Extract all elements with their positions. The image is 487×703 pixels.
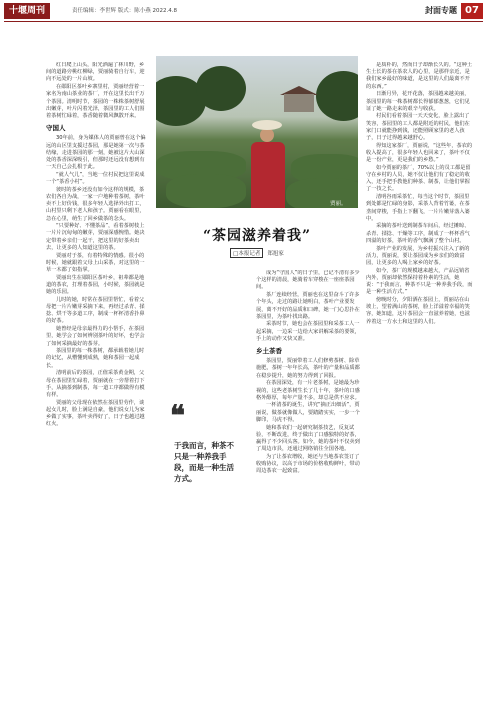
paragraph: “只要种好、不懂茶品”，看着茶树枝上一片片沉甸甸的嫩芽，贾丽深感惋惜。她决定带着乡亲们一起干，把这里的好茶卖出去，让更多的人知道这里的茶。: [46, 223, 145, 251]
photo-caption: 贾丽。: [330, 201, 347, 207]
editor-meta: 责任编辑：李世辉 版式：陈小燕 2022.4.8: [72, 8, 177, 14]
quote-mark-icon: ❝: [170, 399, 186, 432]
tree-shape: [316, 71, 358, 121]
paragraph: 儿时的她，时常在茶园里帮忙，看着父母把一片片嫩芽采摘下来，再经过杀青、揉捻、烘干等多道工序，制成一杯杯清香扑鼻的好茶。: [46, 296, 145, 325]
article-photo: [156, 56, 358, 208]
paragraph: 得知这家茶厂，贾丽说，“这些年，茶农的收入提高了，很多年轻人也回来了，茶叶不仅是一份产业，更是我们的乡愁。”: [366, 142, 473, 164]
paragraph: 茶园里的每一株茶树，都承载着她儿时的记忆，从懵懂到成熟，她和茶园一起成长。: [46, 348, 145, 369]
paragraph: 贾丽的父母现在依然在茶园里劳作，谈起女儿时，脸上满是自豪，他们说女儿为家乡做了实事，茶叶卖得好了，日子也越过越红火。: [46, 399, 145, 428]
paragraph: “就人气儿”，当地一位村民把这里说成一个“茶香小村”。: [46, 171, 145, 186]
pull-quote-text: 于我而言，种茶不只是一种养我手段，而是一种生活方式。: [174, 441, 234, 483]
paragraph: 茶厂连续经营，贾丽也在这里奋斗了许多个年头，走过的路让她明白，茶叶产业要发展，离不开好的品质和口碑，她一门心思扑在茶园里，为茶叶找出路。: [256, 292, 360, 320]
figure-hat: [252, 120, 282, 130]
paragraph: 采摘的茶叶送到制茶车间后，经过摊晾、杀青、揉捻、干燥等工序，制成了一杯杯香气四溢的好茶，茶叶的香气飘满了整个山村。: [366, 223, 470, 244]
house-shape: [284, 94, 314, 112]
tea-bush: [286, 178, 358, 208]
paragraph: 为了让茶农增收，她还与当地茶农签订了收购协议，以高于市场的价格收购鲜叶，带动周边茶农一起致富。: [256, 453, 360, 475]
paragraph: 贾丽对于茶，有着特殊的情感。很小的时候，她就跟着父母上山采茶，对这里的一草一木都了如指掌。: [46, 252, 145, 273]
paragraph: 在茶园深处，有一片老茶树，是她最为珍视的，这些老茶树生长了几十年，茶叶的口感格外醇厚，每年产量不多，却总是供不应求。: [256, 380, 360, 401]
paragraph: 茶叶产业的发展，为乡村振兴注入了新的活力，贾丽说，要让茶园成为乡亲们的致富园，让更多的人喝上家乡的好茶。: [366, 245, 470, 266]
paragraph: 日渐月异，花开花落，茶园越来越美丽，茶园里的每一株茶树都长得郁郁葱葱，它们见证了她一路走来的艰辛与收获。: [366, 91, 470, 112]
tea-bush: [166, 174, 246, 208]
paragraph: 红日爬上山头，阳光洒遍了林川野，乡间的道路旁桃红柳绿，贾丽骑着自行车，迎向不远处的一片山坡。: [46, 62, 145, 83]
paragraph: 贾丽出生在郧阳区茶叶乡，祖辈都是地道的茶农，打理着茶园，小时候，茶园就是她的乐园。: [46, 274, 145, 296]
paragraph: 一杯清茶的诞生，讲究“摘正出细活”，贾丽说，做茶就像做人，要踏踏实实，一步一个脚印，马虎不得。: [256, 402, 360, 423]
page-header: [0, 0, 487, 22]
paragraph: 如今贾丽的茶厂，70%以上的员工都是留守在乡村的人员，她不仅让他们有了稳定的收入，还手把手教他们种茶、制茶，让他们掌握了一技之长。: [366, 164, 471, 193]
byline-author: 郑旭家: [267, 251, 284, 257]
pull-quote: [160, 392, 250, 512]
paragraph: 清明谷雨采茶忙，每当这个时节，茶园里到处都是忙碌的身影，采茶人背着竹篓，在茶垄间穿梭，手指上下翻飞，一片片嫩芽落入篓中。: [366, 194, 470, 222]
byline-label: □本报记者: [230, 248, 263, 258]
figure-body: [251, 142, 285, 208]
paragraph: 茶园里，贾丽带着工人们修剪茶树、除草施肥，茶树一年年长高，茶叶的产量和品质都在稳步提升，她的努力得到了回报。: [256, 358, 360, 379]
article-column-3: [366, 62, 474, 698]
figure-face: [260, 128, 274, 142]
paragraph: 傍晚时分，夕阳洒在茶园上，贾丽站在山坡上，望着满山的茶树，脸上洋溢着幸福的笑容，她知道，这片茶园会一直滋养着她，也滋养着这一方水土和这里的人们。: [366, 297, 470, 325]
paragraph: 彼时的茶乡还没有如今这样的规模，茶农们各自为战，一家一户地种着茶树，茶叶卖不上好价钱，很多年轻人选择外出打工，山村里只剩下老人和孩子。贾丽看在眼里，急在心里，萌生了回乡做茶的念头。: [46, 186, 145, 222]
page-number: 07: [461, 3, 483, 19]
section-title: 封面专题: [425, 6, 457, 15]
article-column-1: [46, 62, 146, 698]
paragraph: 在郧阳区茶叶乡寨里村，贾丽经营着一家名为南山茶业的茶厂，开在这里长出千万个茶园。清明时节，茶园的一株株茶树舒展出嫩芽，叶片闪着光泽，茶园里的工人们围着茶树忙碌着，茶香随着微风飘散开来。: [46, 84, 145, 119]
paragraph: 她曾经是母亲最得力的小帮手，在茶园里，她学会了如何辨别茶叶的好坏，也学会了如何采摘最好的茶芽。: [46, 326, 145, 347]
masthead-brand: 十堰周刊: [4, 3, 50, 19]
paragraph: 成为“守国人”的日子里，已记不清有多少个这样的清晨，她骑着车穿梭在一座座茶园间。: [256, 270, 360, 291]
subheading: 乡土茶香: [256, 347, 282, 356]
paragraph: 清明前后的茶园，正值采茶黄金期，父母在茶园里忙碌着，贾丽就在一旁帮着打下手，从摘茶到制茶，每一道工序都做得有模有样。: [46, 370, 145, 398]
paragraph: 是质朴的，然而日子却渐长久的。“这种土生土长的茶在茶农人的心里，是那样亲近，是我们家乡最好的味道，是这里的人们最离不开的东西。”: [366, 62, 473, 90]
byline: [156, 248, 358, 258]
header-divider: [4, 21, 483, 22]
subheading: 守国人: [46, 124, 66, 133]
article-column-2: [256, 270, 361, 700]
article-title: “茶园滋养着我”: [202, 228, 312, 244]
paragraph: 她和茶农们一起研究制茶技艺，反复试验，不断改进，终于做出了口感独特的好茶，赢得了不少回头客。如今，她的茶叶不仅卖到了周边市县，还通过网络销往全国各地。: [256, 424, 360, 453]
paragraph: 采茶时节，她也会在茶园里和采茶工人一起采摘，一边采一边给大家讲解采茶的要领，手上的动作又快又准。: [256, 321, 360, 342]
paragraph: 30年前，身为媒体人的贾丽曾在这个偏远的山区里支援过茶园，那是她第一次与茶结缘，走进茶园的那一刻，她被这片大山深处的茶香深深吸引，但那时还远没有想到有一天自己会扎根于此。: [46, 135, 146, 171]
paragraph: 村民们看着茶园一天天变化，脸上露出了笑容，茶园里的工人都是附近的村民，他们在家门口就能挣到钱，还能照顾家里的老人孩子，日子过得越来越舒心。: [366, 113, 470, 142]
paragraph: 如今，茶厂的规模越来越大，产品远销省内外，贾丽却依然保持着朴素的生活，她说：“于我而言，种茶不只是一种养我手段，而是一种生活方式。”: [366, 267, 473, 296]
woman-figure: [248, 120, 288, 208]
tree-shape: [196, 66, 246, 111]
